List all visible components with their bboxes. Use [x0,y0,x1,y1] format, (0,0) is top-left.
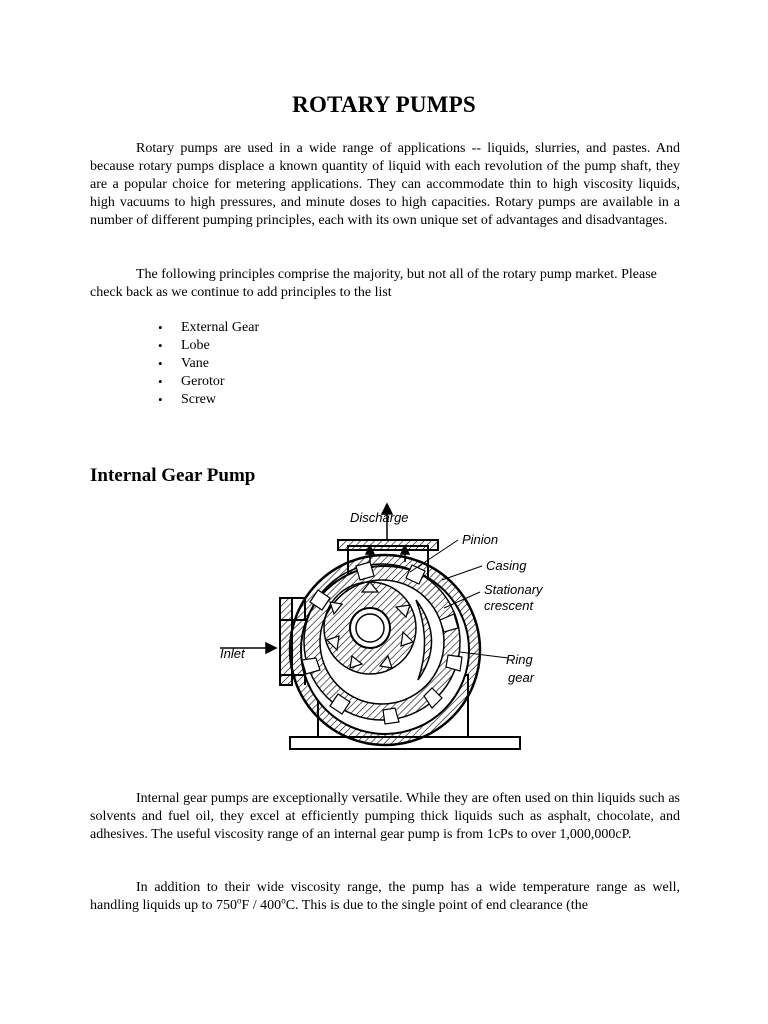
intro-paragraph-text: Rotary pumps are used in a wide range of applications -- liquids, slurries, and pastes. And because rotary pumps displace a known quantity of liquid with each revolution of the pump shaft, they are a popular choice for metering applications. They can accommodate thin to high viscosity liquids, high vacuums to high pressures, and minute doses to high capacities. Rotary pumps are available in a number of different pumping principles, each with its own unique set of advantages and disadvantages. [90,141,680,228]
principles-list [158,319,259,409]
temperature-unit: F / 400 [241,898,282,913]
bullet-icon: • [158,338,163,353]
section-heading: Internal Gear Pump [90,465,256,486]
versatility-paragraph-text: Internal gear pumps are exceptionally versatile. While they are often used on thin liquids such as solvents and fuel oil, they excel at efficiently pumping thick liquids such as asphalt, chocolate, and adhesives. The useful viscosity range of an internal gear pump is from 1cPs to over 1,000,000cP. [90,791,680,842]
discharge-label: Discharge [350,510,409,525]
list-item [158,373,259,391]
list-item-label: Gerotor [181,374,225,389]
degree-superscript: o [237,895,242,906]
list-item-label: Screw [181,392,216,407]
pinion-label: Pinion [462,532,499,547]
bullet-icon: • [158,320,163,335]
bullet-icon: • [158,356,163,371]
ring-label: Ring [506,652,533,667]
inlet-label: Inlet [220,646,245,661]
crescent-label: crescent [484,598,534,613]
casing-label: Casing [486,558,527,573]
principles-paragraph-text: The following principles comprise the majority, but not all of the rotary pump market. Please check back as we continue to add principles to the list [90,267,657,300]
list-item [158,319,259,337]
list-item [158,391,259,409]
principles-paragraph [90,266,680,302]
stationary-label: Stationary [484,582,543,597]
temperature-text-start: In addition to their wide viscosity range, the pump has a wide temperature range as well, handling liquids up to 750 [90,880,680,913]
gear-label: gear [508,670,535,685]
list-item [158,337,259,355]
temperature-paragraph [90,879,680,915]
internal-gear-pump-diagram [210,500,570,775]
intro-paragraph [90,140,680,230]
degree-superscript: o [281,895,286,906]
list-item-label: External Gear [181,320,260,335]
list-item-label: Vane [181,356,209,371]
list-item [158,355,259,373]
versatility-paragraph [90,790,680,844]
temperature-text-end: C. This is due to the single point of end clearance (the [285,898,588,913]
bullet-icon: • [158,392,163,407]
list-item-label: Lobe [181,338,210,353]
page-title: ROTARY PUMPS [292,92,476,117]
bullet-icon: • [158,374,163,389]
